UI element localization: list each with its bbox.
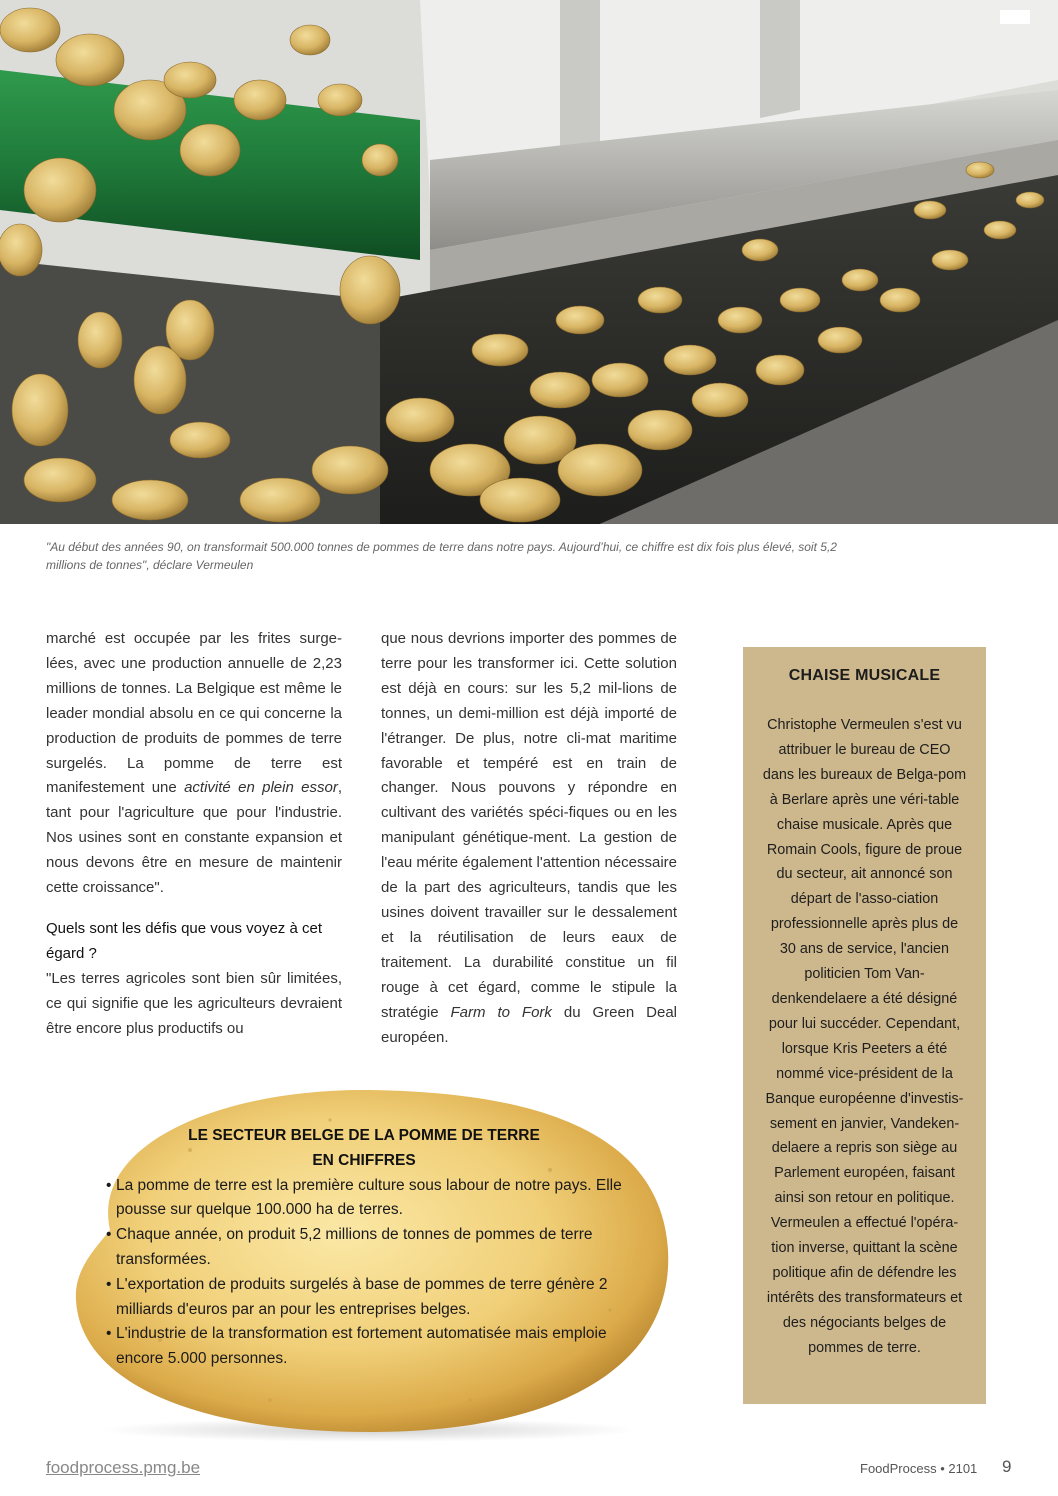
bullet-icon: • [106, 1325, 112, 1343]
article-paragraph [381, 627, 677, 1050]
paragraph-text: marché est occupée par les frites surge-lées, avec une production annuelle de 2,23 millions de tonnes. La Belgique est même le leader mondial absolu en ce qui concerne la production de produits de pommes de terre surgelés. La pomme de terre est manifestement une [46, 630, 342, 797]
article-paragraph: "Les terres agricoles sont bien sûr limitées, ce qui signifie que les agriculteurs devraient être encore plus productifs ou [46, 969, 342, 1037]
hero-photo [0, 0, 1058, 524]
list-item-text: Chaque année, on produit 5,2 millions de tonnes de pommes de terre transformées. [116, 1226, 593, 1268]
paragraph-text: , tant pour l'agriculture que pour l'industrie. Nos usines sont en constante expansion et nous devons être en mesure de maintenir cette croissance". [46, 779, 342, 897]
factbox-title-line: LE SECTEUR BELGE DE LA POMME DE TERRE [188, 1127, 540, 1144]
factbox-title-line: EN CHIFFRES [312, 1151, 416, 1169]
website-link[interactable]: foodprocess.pmg.be [46, 1458, 201, 1477]
list-item [104, 1223, 644, 1273]
bullet-icon: • [106, 1275, 112, 1293]
list-item-text: L'industrie de la transformation est fortement automatisée mais emploie encore 5.000 personnes. [116, 1325, 607, 1368]
emphasis-text: Farm to Fork [450, 1003, 552, 1021]
article-paragraph [46, 627, 342, 901]
list-item-text: L'exportation de produits surgelés à base de pommes de terre génère 2 milliards d'euros par an pour les entreprises belges. [116, 1275, 608, 1318]
interview-question: Quels sont les défis que vous voyez à cet égard ? [46, 919, 322, 962]
magazine-issue: FoodProcess • 2101 [860, 1461, 978, 1476]
factbox-content [104, 1124, 644, 1372]
bullet-icon: • [106, 1226, 112, 1244]
photo-caption: "Au début des années 90, on transformait 500.000 tonnes de pommes de terre dans notre pays. Aujourd’hui, ce chiffre est dix fois plus élevé, soit 5,2 millions de tonnes", déclare Vermeulen [46, 540, 837, 572]
bullet-icon: • [106, 1176, 112, 1194]
potato-factbox [70, 1080, 670, 1444]
sidebar-title: CHAISE MUSICALE [788, 667, 941, 684]
sidebar-text: Christophe Vermeulen s'est vu attribuer le bureau de CEO dans les bureaux de Belga-pom à Berlare après une véri-table chaise musicale. Après que Romain Cools, figure de proue du secteur, ait annoncé son départ de l'asso-ciation professionnelle après plus de 30 ans de service, l'ancien politicien Tom Van-denkendelaere a été désigné pour lui succéder. Cependant, lorsque Kris Peeters a été nommé vice-président de la Banque européenne d'investis-sement en janvier, Vandeken-delaere a repris son siège au Parlement européen, faisant ainsi son retour en politique. Vermeulen a effectué l'opéra-tion inverse, quittant la scène politique afin de défendre les intérêts des transformateurs et des négociants belges de pommes de terre. [762, 717, 967, 1356]
list-item [104, 1174, 644, 1224]
article-column-2 [381, 627, 677, 1050]
paragraph-text: du Green Deal européen. [381, 1003, 678, 1046]
list-item [104, 1322, 644, 1372]
sidebar-box [743, 647, 986, 1404]
list-item-text: La pomme de terre est la première culture sous labour de notre pays. Elle pousse sur quelque 100.000 ha de terres. [116, 1176, 622, 1219]
factbox-title [104, 1124, 624, 1174]
paragraph-text: que nous devrions importer des pommes de terre pour les transformer ici. Cette solution est déjà en cours: sur les 5,2 mil-lions de tonnes, un demi-million est déjà importé de l'étranger. De plus, notre cli-mat maritime favorable et tempéré est en train de changer. Nous pouvons y répondre en cultivant des variétés spéci-fiques ou en les manipulant génétique-ment. La gestion de l'eau mérite également l'attention nécessaire de la part des agriculteurs, tandis que les usines doivent travailler sur le dessalement et la réutilisation de leurs eaux de traitement. La durabilité constitue un fil rouge à cet égard, comme le stipule la stratégie [381, 630, 677, 1021]
article-column-1 [46, 627, 342, 1042]
factbox-list [104, 1174, 644, 1372]
page-number: 9 [1002, 1457, 1012, 1476]
list-item [104, 1273, 644, 1323]
emphasis-text: activité en plein essor [184, 779, 338, 797]
potato-conveyor-illustration [0, 0, 1058, 524]
